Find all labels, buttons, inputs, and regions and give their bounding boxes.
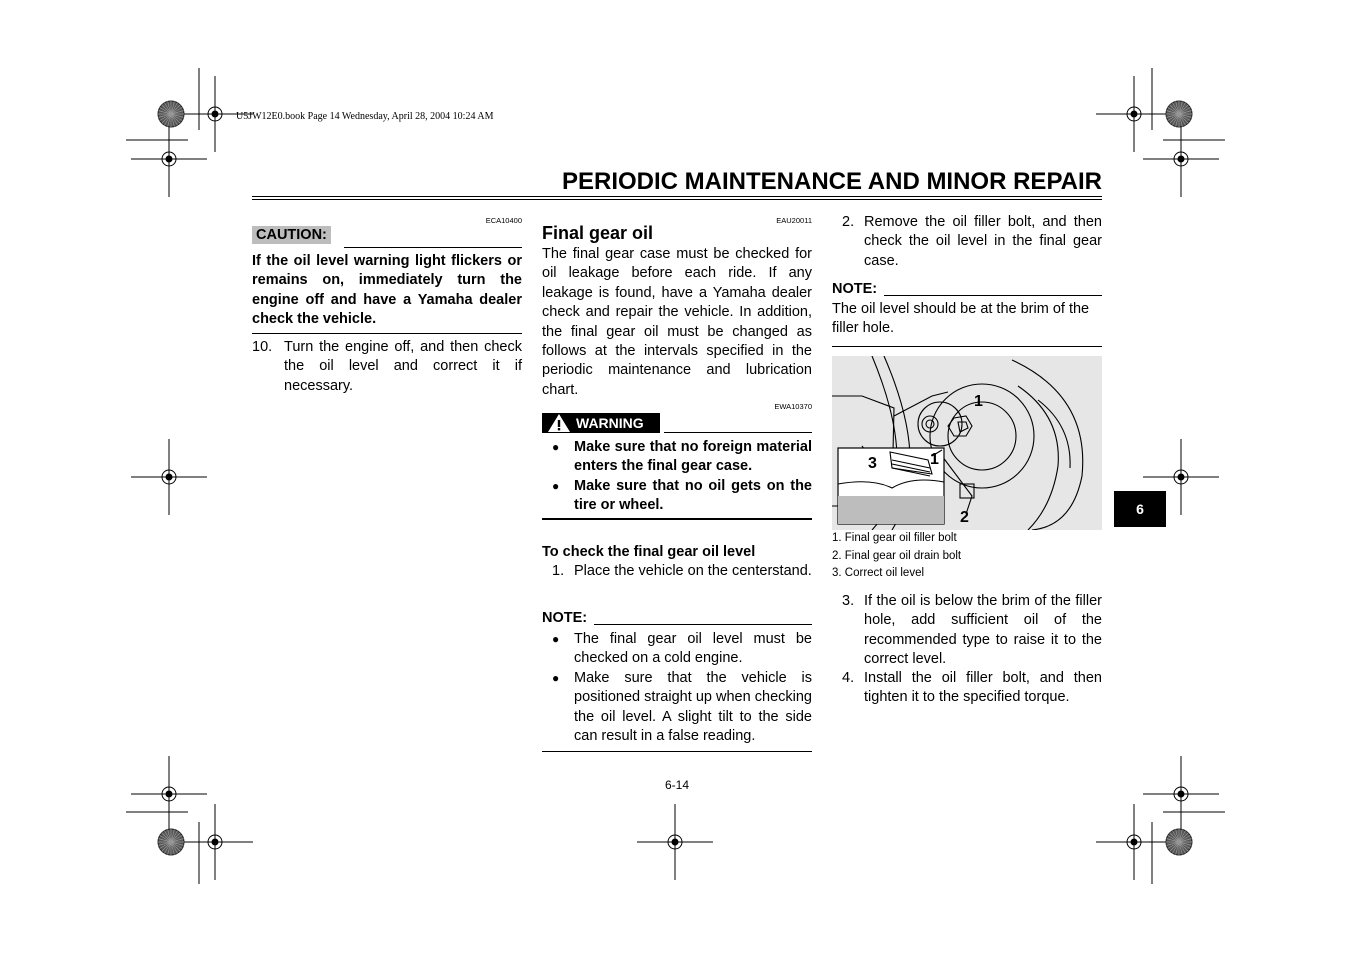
intro-paragraph: The final gear case must be checked for oil leakage before each ride. If any leakage is found, have a Yamaha dealer check and repair the vehicle. In addition, the final gear oil must be changed as follows at the intervals specified in the periodic maintenance and lubrication chart. <box>542 246 812 398</box>
step-4 <box>842 669 1102 708</box>
ref-code: EWA10370 <box>774 402 812 411</box>
warning-triangle-icon <box>542 413 576 433</box>
crosshair-mark <box>131 439 207 515</box>
note-header <box>542 609 812 629</box>
note-label: NOTE: <box>542 610 591 626</box>
crosshair-mark <box>637 804 713 880</box>
crosshair-mark <box>1096 76 1172 152</box>
bullet-icon: ● <box>552 440 560 454</box>
step-text: Remove the oil filler bolt, and then check the oil level in the final gear case. <box>864 214 1102 269</box>
ref-code: EAU20011 <box>776 216 812 225</box>
final-gear-illustration <box>832 356 1102 530</box>
step-number: 10. <box>252 339 273 355</box>
page-number: 6-14 <box>664 778 690 792</box>
step-text: Install the oil filler bolt, and then tighten it to the specified torque. <box>864 670 1102 706</box>
note-rule <box>594 624 812 625</box>
step-number: 4. <box>842 670 855 686</box>
section-heading: Final gear oil <box>542 223 654 243</box>
warning-rule <box>664 432 812 433</box>
callout-2: 2 <box>960 509 969 526</box>
crosshair-mark <box>1096 804 1172 880</box>
note-text: The oil level should be at the brim of the filler hole. <box>832 301 1090 337</box>
chapter-tab: 6 <box>1114 491 1166 527</box>
caution-text: If the oil level warning light flickers or remains on, immediately turn the engine off and have a Yamaha dealer check the vehicle. <box>252 253 522 328</box>
crosshair-mark <box>177 804 253 880</box>
warning-badge <box>542 413 660 433</box>
figure-captions <box>832 530 1102 583</box>
step-text: If the oil is below the brim of the filler hole, add sufficient oil of the recommended type to raise it to the correct level. <box>864 593 1102 668</box>
caption-item: 2. Final gear oil drain bolt <box>832 549 962 562</box>
bullet-icon: ● <box>552 478 560 493</box>
caption-item: 1. Final gear oil filler bolt <box>832 532 957 544</box>
caution-end-rule <box>252 333 522 334</box>
step-text: Turn the engine off, and then check the oil level and correct it if necessary. <box>284 339 522 394</box>
note-rule <box>884 295 1102 296</box>
bullet-icon: ● <box>552 670 560 685</box>
rosette-mark <box>1166 101 1192 127</box>
step-number: 2. <box>842 214 855 230</box>
note-item: ● Make sure that the vehicle is positioned straight up when checking the oil level. A slight tilt to the side can result in a false reading. <box>542 669 812 747</box>
step-text: Place the vehicle on the centerstand. <box>574 563 812 579</box>
note-label: NOTE: <box>832 281 881 297</box>
caution-rule <box>344 247 522 248</box>
warning-end-rule <box>542 518 812 520</box>
warning-label: WARNING <box>576 415 644 431</box>
crosshair-mark <box>1143 756 1219 832</box>
warning-item: ● Make sure that no foreign material enters the final gear case. <box>542 438 812 477</box>
callout-1-inset: 1 <box>930 451 939 468</box>
caution-header <box>252 226 522 248</box>
book-info-line: U5JW12E0.book Page 14 Wednesday, April 28, 2004 10:24 AM <box>236 111 494 122</box>
step-1 <box>552 562 812 581</box>
crosshair-mark <box>1143 121 1219 197</box>
crosshair-mark <box>131 756 207 832</box>
note-end-rule <box>832 346 1102 347</box>
crosshair-mark <box>131 121 207 197</box>
note-end-rule <box>542 751 812 752</box>
callout-1: 1 <box>974 393 983 410</box>
final-gear-figure <box>832 356 1102 530</box>
title-rule <box>252 196 1102 197</box>
bullet-icon: ● <box>552 632 560 646</box>
step-10 <box>252 338 522 396</box>
rosette-mark <box>158 829 184 855</box>
subheading: To check the final gear oil level <box>542 544 756 560</box>
warning-list <box>542 438 812 516</box>
step-number: 3. <box>842 593 855 609</box>
note-item: ● The final gear oil level must be checked on a cold engine. <box>542 630 812 669</box>
warning-item: ● Make sure that no oil gets on the tire or wheel. <box>542 477 812 516</box>
rosette-mark <box>1166 829 1192 855</box>
title-rule-secondary <box>252 199 1102 200</box>
note-list <box>542 630 812 746</box>
callout-3: 3 <box>868 455 877 472</box>
ref-code: ECA10400 <box>485 216 522 225</box>
step-2 <box>842 213 1102 271</box>
note-header <box>832 280 1102 300</box>
step-3 <box>842 592 1102 670</box>
caption-item: 3. Correct oil level <box>832 567 925 579</box>
step-number: 1. <box>552 563 565 579</box>
caution-label: CAUTION: <box>252 226 331 244</box>
rosette-mark <box>158 101 184 127</box>
page-title: PERIODIC MAINTENANCE AND MINOR REPAIR <box>561 168 1102 195</box>
